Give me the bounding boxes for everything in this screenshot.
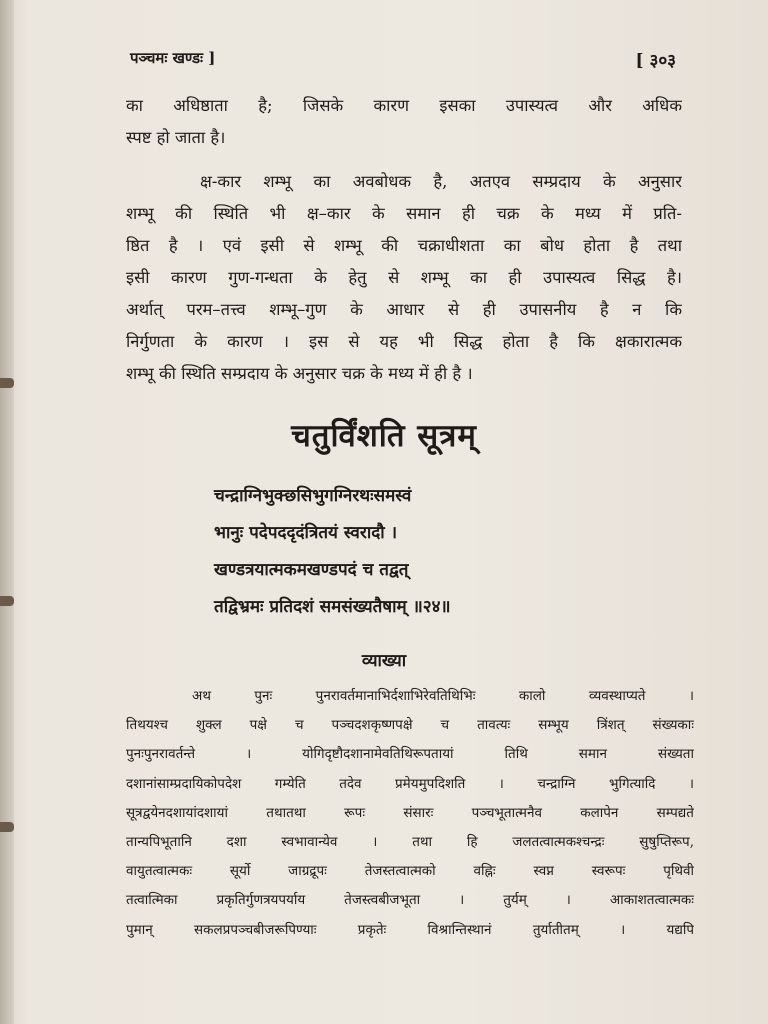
text-line: क्ष-कार शम्भू का अवबोधक है, अतएव सम्प्रदाय के अनुसार — [200, 172, 682, 191]
commentary-line: वायुतत्वात्मकः सूर्यो जाग्रद्रूपः तेजस्तत्वात्मको वह्निः स्वप्न स्वरूपः पृथिवी — [126, 863, 694, 880]
running-header — [130, 48, 676, 74]
text-line: अर्थात् परम–तत्त्व शम्भू–गुण के आधार से ही उपासनीय है न कि — [126, 300, 682, 319]
sutra-heading: चतुर्विंशति सूत्रम् — [291, 418, 477, 454]
text-line: शम्भू की स्थिति सम्प्रदाय के अनुसार चक्र के मध्य में ही है । — [126, 364, 473, 383]
staple-mark — [0, 596, 14, 606]
text-line: शम्भू की स्थिति भी क्ष–कार के समान ही चक्र के मध्य में प्रति- — [126, 204, 682, 223]
commentary-line: पुनःपुनरावर्तन्ते । योगिदृष्टौदशानामेवतिथिरूपतायां तिथि समान संख्यता — [126, 746, 694, 763]
section-title: पञ्चमः खण्डः ] — [130, 49, 216, 67]
text-line: स्पष्ट हो जाता है। — [126, 128, 226, 147]
commentary-heading: व्याख्या — [361, 651, 407, 671]
verse-line: तद्विभ्रमः प्रतिदशं समसंख्यतैषाम् ॥२४॥ — [214, 597, 451, 617]
text-line: ष्ठित है । एवं इसी से शम्भू की चक्राधीशता का बोध होता है तथा — [126, 236, 682, 255]
commentary-line: तत्वात्मिका प्रकृतिर्गुणत्रयपर्याय तेजस्त्वबीजभूता । तुर्यम् । आकाशतत्वात्मकः — [126, 892, 694, 909]
paragraph-ksha-kara — [126, 166, 682, 390]
verse-line: चन्द्राग्निभुक्छसिभुगग्निरथःसमस्वं — [214, 486, 412, 506]
staple-mark — [0, 378, 14, 388]
sutra-verse — [214, 478, 654, 626]
verse-line: भानुः पदेपददृदंत्रितयं स्वरादौ । — [214, 523, 398, 543]
commentary-line: तिथयश्च शुक्ल पक्षे च पञ्चदशकृष्णपक्षे च तावत्यः सम्भूय त्रिंशत् संख्यकाः — [126, 717, 694, 734]
text-line: इसी कारण गुण-गन्धता के हेतु से शम्भू का ही उपास्यत्व सिद्ध है। — [126, 268, 682, 287]
commentary-line: तान्यपिभूतानि दशा स्वभावान्येव । तथा हि जलतत्वात्मकश्चन्द्रः सुषुप्तिरूप, — [126, 833, 694, 850]
commentary-line: अथ पुनः पुनरावर्तमानाभिर्दशाभिरेवतिथिभिः कालो व्यवस्थाप्यते । — [192, 688, 694, 704]
page-number: [ ३०३ — [635, 51, 676, 71]
staple-mark — [0, 822, 14, 832]
commentary-line: पुमान् सकलप्रपञ्चबीजरूपिण्याः प्रकृतेः विश्रान्तिस्थानं तुर्यातीतम् । यद्यपि — [126, 921, 694, 938]
commentary-line: दशानांसाम्प्रदायिकोपदेश गम्येति तदेव प्रमेयमुपदिशति । चन्द्राग्नि भुगित्यादि । — [126, 775, 694, 792]
paragraph-continuation — [126, 90, 682, 154]
verse-line: खण्डत्रयात्मकमखण्डपदं च तद्वत् — [214, 560, 409, 580]
commentary-line: सूत्रद्वयेनदशायांदशायां तथातथा रूपः संसारः पञ्चभूतात्मनैव कलापेन सम्पद्यते — [126, 804, 694, 821]
page-binding-edge — [0, 0, 14, 1024]
text-line: निर्गुणता के कारण । इस से यह भी सिद्ध होता है कि क्षकारात्मक — [126, 332, 682, 351]
commentary-body — [126, 682, 694, 945]
text-line: का अधिष्ठाता है; जिसके कारण इसका उपास्यत्व और अधिक — [126, 96, 682, 115]
